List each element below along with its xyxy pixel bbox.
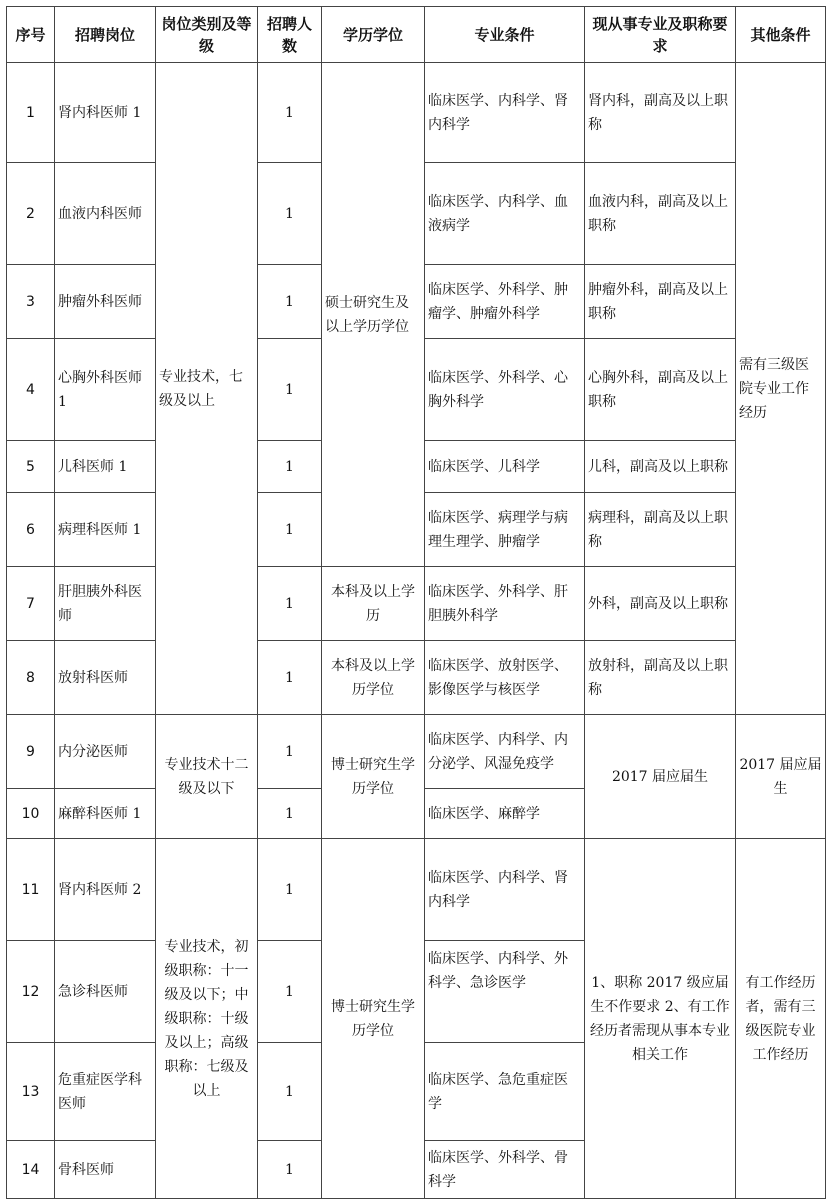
hire-count: 1 [258,567,322,641]
post-name: 病理科医师 1 [55,493,156,567]
header-cell: 招聘岗位 [55,7,156,63]
education: 博士研究生学历学位 [322,839,425,1199]
hire-count: 1 [258,163,322,265]
education: 本科及以上学历 [322,567,425,641]
major-condition: 临床医学、病理学与病理生理学、肿瘤学 [425,493,585,567]
hire-count: 1 [258,1141,322,1199]
title-requirement: 肿瘤外科，副高及以上职称 [585,265,736,339]
table-row [7,641,826,715]
major-condition: 临床医学、内科学、内分泌学、风湿免疫学 [425,715,585,789]
title-requirement: 1、职称 2017 级应届生不作要求 2、有工作经历者需现从事本专业相关工作 [585,839,736,1199]
hire-count: 1 [258,941,322,1043]
post-category: 专业技术十二级及以下 [156,715,258,839]
header-cell: 专业条件 [425,7,585,63]
header-row [7,7,826,63]
row-number: 8 [7,641,55,715]
major-condition: 临床医学、外科学、肝胆胰外科学 [425,567,585,641]
header-cell: 序号 [7,7,55,63]
title-requirement: 肾内科，副高及以上职称 [585,63,736,163]
header-cell: 岗位类别及等级 [156,7,258,63]
row-number: 14 [7,1141,55,1199]
post-name: 急诊科医师 [55,941,156,1043]
row-number: 9 [7,715,55,789]
post-name: 危重症医学科医师 [55,1043,156,1141]
post-name: 肿瘤外科医师 [55,265,156,339]
post-name: 麻醉科医师 1 [55,789,156,839]
post-name: 儿科医师 1 [55,441,156,493]
major-condition: 临床医学、内科学、肾内科学 [425,63,585,163]
recruitment-table [6,6,826,1199]
row-number: 13 [7,1043,55,1141]
title-requirement: 放射科，副高及以上职称 [585,641,736,715]
education: 硕士研究生及以上学历学位 [322,63,425,567]
hire-count: 1 [258,715,322,789]
major-condition: 临床医学、内科学、肾内科学 [425,839,585,941]
hire-count: 1 [258,441,322,493]
major-condition: 临床医学、内科学、血液病学 [425,163,585,265]
major-condition: 临床医学、放射医学、影像医学与核医学 [425,641,585,715]
other-condition: 需有三级医院专业工作经历 [736,63,826,715]
row-number: 1 [7,63,55,163]
post-name: 血液内科医师 [55,163,156,265]
title-requirement: 病理科，副高及以上职称 [585,493,736,567]
education: 博士研究生学历学位 [322,715,425,839]
education: 本科及以上学历学位 [322,641,425,715]
row-number: 5 [7,441,55,493]
major-condition: 临床医学、外科学、肿瘤学、肿瘤外科学 [425,265,585,339]
row-number: 2 [7,163,55,265]
title-requirement: 血液内科，副高及以上职称 [585,163,736,265]
hire-count: 1 [258,265,322,339]
hire-count: 1 [258,1043,322,1141]
header-cell: 现从事专业及职称要求 [585,7,736,63]
row-number: 3 [7,265,55,339]
hire-count: 1 [258,493,322,567]
major-condition: 临床医学、外科学、骨科学 [425,1141,585,1199]
hire-count: 1 [258,339,322,441]
post-name: 骨科医师 [55,1141,156,1199]
major-condition: 临床医学、外科学、心胸外科学 [425,339,585,441]
title-requirement: 心胸外科，副高及以上职称 [585,339,736,441]
row-number: 10 [7,789,55,839]
header-cell: 学历学位 [322,7,425,63]
post-name: 肝胆胰外科医师 [55,567,156,641]
row-number: 6 [7,493,55,567]
major-condition: 临床医学、儿科学 [425,441,585,493]
post-name: 放射科医师 [55,641,156,715]
title-requirement: 儿科，副高及以上职称 [585,441,736,493]
other-condition: 2017 届应届生 [736,715,826,839]
header-cell: 招聘人数 [258,7,322,63]
table-row [7,567,826,641]
other-condition: 有工作经历者，需有三级医院专业工作经历 [736,839,826,1199]
post-name: 肾内科医师 2 [55,839,156,941]
hire-count: 1 [258,839,322,941]
row-number: 11 [7,839,55,941]
post-name: 肾内科医师 1 [55,63,156,163]
post-name: 心胸外科医师 1 [55,339,156,441]
major-condition: 临床医学、急危重症医学 [425,1043,585,1141]
title-requirement: 外科，副高及以上职称 [585,567,736,641]
row-number: 4 [7,339,55,441]
table-row [7,839,826,941]
table-row [7,63,826,163]
post-name: 内分泌医师 [55,715,156,789]
post-category: 专业技术，七级及以上 [156,63,258,715]
hire-count: 1 [258,789,322,839]
table-row [7,715,826,789]
hire-count: 1 [258,641,322,715]
post-category: 专业技术，初级职称：十一级及以下；中级职称：十级及以上；高级职称：七级及以上 [156,839,258,1199]
title-requirement: 2017 届应届生 [585,715,736,839]
hire-count: 1 [258,63,322,163]
major-condition: 临床医学、内科学、外科学、急诊医学 [425,941,585,1043]
row-number: 12 [7,941,55,1043]
major-condition: 临床医学、麻醉学 [425,789,585,839]
row-number: 7 [7,567,55,641]
header-cell: 其他条件 [736,7,826,63]
